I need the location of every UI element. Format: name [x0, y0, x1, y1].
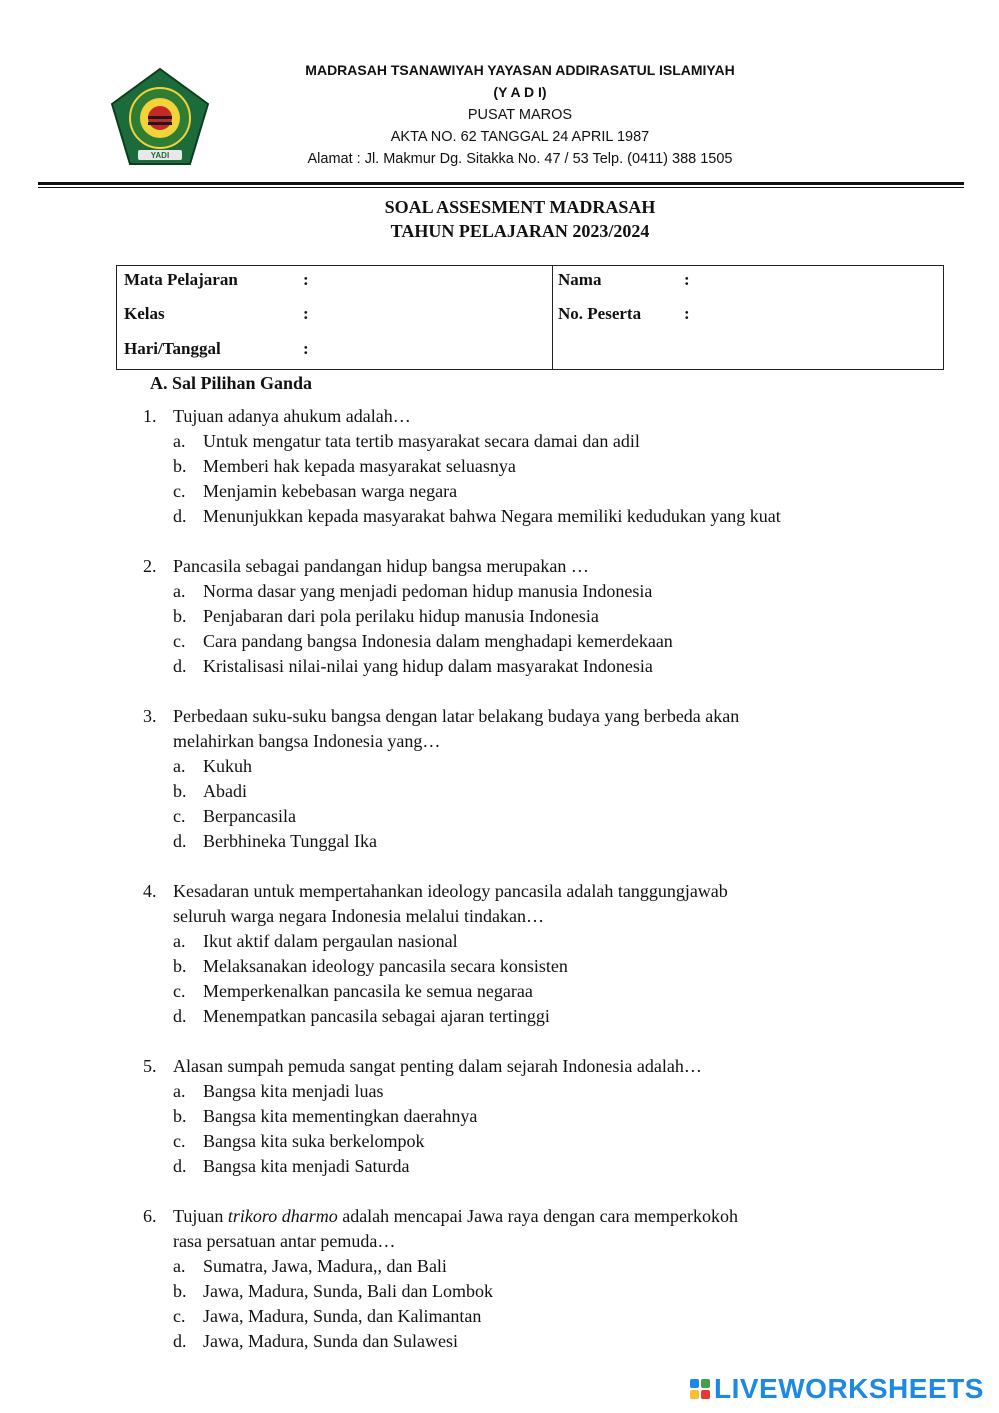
- subject-colon[interactable]: :: [303, 270, 309, 289]
- liveworksheets-watermark: [690, 1374, 984, 1404]
- question-text-line2: melahirkan bangsa Indonesia yang…: [173, 731, 441, 751]
- school-name: MADRASAH TSANAWIYAH YAYASAN ADDIRASATUL ISLAMIYAH: [305, 62, 735, 78]
- school-location: PUSAT MAROS: [467, 107, 573, 123]
- name-colon[interactable]: :: [684, 270, 690, 289]
- info-box-divider: [552, 266, 553, 369]
- name-label: Nama: [558, 270, 602, 289]
- question-text: Tujuan adanya ahukum adalah…: [173, 406, 411, 426]
- header-divider-thin: [38, 187, 964, 188]
- class-colon[interactable]: :: [303, 304, 309, 323]
- logo-square-yellow: [690, 1390, 699, 1399]
- question-text: Pancasila sebagai pandangan hidup bangsa merupakan …: [173, 556, 589, 576]
- subject-label: Mata Pelajaran: [124, 270, 238, 289]
- question-number: 2.: [143, 556, 157, 576]
- logo-square-green: [701, 1379, 710, 1388]
- date-colon[interactable]: :: [303, 339, 309, 358]
- header-divider-thick: [38, 182, 964, 185]
- date-label: Hari/Tanggal: [124, 339, 221, 358]
- liveworksheets-logo-icon: [690, 1379, 710, 1399]
- question-number: 6.: [143, 1206, 157, 1226]
- liveworksheets-text: LIVEWORKSHEETS: [714, 1373, 984, 1404]
- question-number: 5.: [143, 1056, 157, 1076]
- participant-number-label: No. Peserta: [558, 304, 642, 323]
- class-label: Kelas: [124, 304, 165, 323]
- svg-text:YADI: YADI: [150, 151, 170, 160]
- question-text-line1: Tujuan trikoro dharmo adalah mencapai Jawa raya dengan cara memperkokoh: [173, 1206, 739, 1226]
- section-heading: A. Sal Pilihan Ganda: [150, 373, 313, 393]
- school-acronym: (Y A D I): [493, 84, 547, 100]
- question-text-line1: Kesadaran untuk mempertahankan ideology pancasila adalah tanggungjawab: [173, 881, 728, 901]
- exam-year: TAHUN PELAJARAN 2023/2024: [390, 221, 650, 241]
- question-text-line2: rasa persatuan antar pemuda…: [173, 1231, 396, 1251]
- question-number: 3.: [143, 706, 157, 726]
- school-logo: [108, 66, 212, 170]
- school-deed: AKTA NO. 62 TANGGAL 24 APRIL 1987: [390, 129, 650, 145]
- question-text-line1: Perbedaan suku-suku bangsa dengan latar belakang budaya yang berbeda akan: [173, 706, 740, 726]
- question-text: Alasan sumpah pemuda sangat penting dalam sejarah Indonesia adalah…: [173, 1056, 702, 1076]
- participant-number-colon[interactable]: :: [684, 304, 690, 323]
- student-info-box: [116, 265, 944, 370]
- question-number: 4.: [143, 881, 157, 901]
- question-number: 1.: [143, 406, 157, 426]
- italic-term: trikoro dharmo: [227, 1206, 338, 1226]
- logo-square-blue: [690, 1379, 699, 1388]
- logo-square-red: [701, 1390, 710, 1399]
- exam-title: SOAL ASSESMENT MADRASAH: [384, 197, 656, 217]
- school-address: Alamat : Jl. Makmur Dg. Sitakka No. 47 / 53 Telp. (0411) 388 1505: [307, 151, 733, 167]
- question-text-line2: seluruh warga negara Indonesia melalui tindakan…: [173, 906, 545, 926]
